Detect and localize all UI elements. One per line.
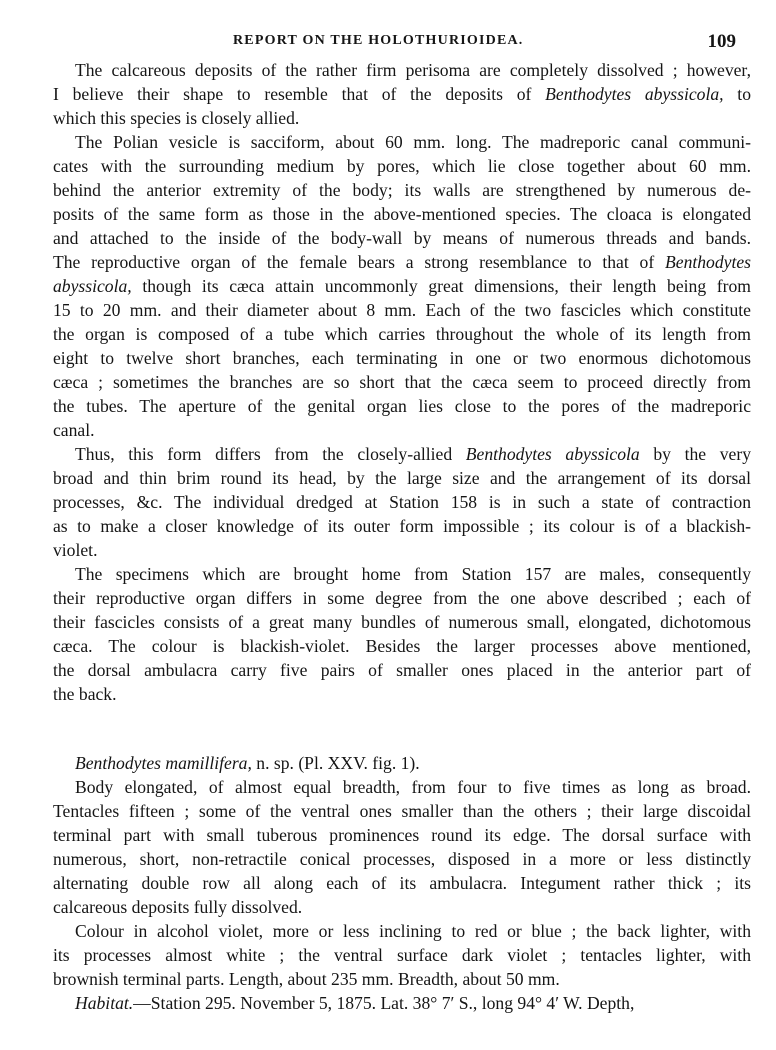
text-line	[53, 799, 751, 823]
text: cates with the surrounding medium by pores, which lie close together about 60 mm.	[53, 156, 751, 176]
text: cæca ; sometimes the branches are so short that the cæca seem to proceed directly from	[53, 372, 751, 392]
paragraph	[53, 562, 751, 706]
text-line	[53, 346, 751, 370]
paragraph	[53, 775, 751, 919]
text: 15 to 20 mm. and their diameter about 8 mm. Each of the two fascicles which constitute	[53, 300, 751, 320]
italic-text: Benthodytes	[665, 252, 751, 272]
running-head	[0, 31, 776, 53]
text: their reproductive organ differs in some degree from the one above described ; each of	[53, 588, 751, 608]
text: the organ is composed of a tube which carries throughout the whole of its length from	[53, 324, 751, 344]
text-line	[53, 394, 751, 418]
text: the back.	[53, 684, 117, 704]
text: which this species is closely allied.	[53, 108, 300, 128]
text: terminal part with small tuberous prominences round its edge. The dorsal surface with	[53, 825, 751, 845]
text-line	[53, 154, 751, 178]
text-line	[53, 871, 751, 895]
text: The calcareous deposits of the rather firm perisoma are completely dissolved ; however,	[75, 60, 751, 80]
text-line	[53, 634, 751, 658]
paragraph	[53, 751, 751, 775]
text-line	[53, 562, 751, 586]
text: the dorsal ambulacra carry five pairs of smaller ones placed in the anterior part of	[53, 660, 751, 680]
text-line	[53, 322, 751, 346]
italic-text: Benthodytes abyssicola,	[545, 84, 724, 104]
text-line	[53, 847, 751, 871]
text-line	[53, 682, 751, 706]
text-line	[53, 202, 751, 226]
page-number: 109	[707, 31, 736, 52]
text-line	[53, 226, 751, 250]
text: The specimens which are brought home from Station 157 are males, consequently	[75, 564, 751, 584]
text: alternating double row all along each of its ambulacra. Integument rather thick ; its	[53, 873, 751, 893]
text: though its cæca attain uncommonly great dimensions, their length being from	[131, 276, 751, 296]
text-line	[53, 58, 751, 82]
text: violet.	[53, 540, 98, 560]
text-line	[53, 490, 751, 514]
text-line	[53, 178, 751, 202]
section-gap	[53, 706, 751, 751]
text: I believe their shape to resemble that of the deposits of	[53, 84, 546, 104]
text: cæca. The colour is blackish-violet. Besides the larger processes above mentioned,	[53, 636, 751, 656]
text: and attached to the inside of the body-wall by means of numerous threads and bands.	[53, 228, 751, 248]
text-line	[53, 106, 751, 130]
text: calcareous deposits fully dissolved.	[53, 897, 303, 917]
text-line	[53, 82, 751, 106]
italic-text: Habitat.	[75, 993, 134, 1013]
text-line	[53, 967, 751, 991]
italic-text: abyssicola,	[53, 276, 132, 296]
text: numerous, short, non-retractile conical processes, disposed in a more or less distinctly	[53, 849, 751, 869]
paragraph	[53, 442, 751, 562]
text-line	[53, 943, 751, 967]
text-line	[53, 823, 751, 847]
text-line	[53, 274, 751, 298]
text-line	[53, 610, 751, 634]
text-line	[53, 418, 751, 442]
italic-text: Benthodytes mamillifera,	[75, 753, 252, 773]
text: Body elongated, of almost equal breadth, from four to five times as long as broad.	[75, 777, 751, 797]
text-line	[53, 130, 751, 154]
text: by the very	[639, 444, 751, 464]
text-line	[53, 658, 751, 682]
text: the tubes. The aperture of the genital organ lies close to the pores of the madreporic	[53, 396, 751, 416]
text-line	[53, 895, 751, 919]
text: as to make a closer knowledge of its outer form impossible ; its colour is of a blackish-	[53, 516, 751, 536]
italic-text: Benthodytes abyssicola	[465, 444, 640, 464]
text: processes, &c. The individual dredged at Station 158 is in such a state of contraction	[53, 492, 751, 512]
text-line	[53, 466, 751, 490]
text: brownish terminal parts. Length, about 235 mm. Breadth, about 50 mm.	[53, 969, 560, 989]
text: broad and thin brim round its head, by the large size and the arrangement of its dorsal	[53, 468, 751, 488]
text-line	[53, 442, 751, 466]
text-line	[53, 538, 751, 562]
paragraph	[53, 130, 751, 442]
text: —Station 295. November 5, 1875. Lat. 38° 7′ S., long 94° 4′ W. Depth,	[133, 993, 635, 1013]
text-line	[53, 919, 751, 943]
text-line	[53, 775, 751, 799]
page-body	[53, 58, 751, 1015]
paragraph	[53, 58, 751, 130]
text: its processes almost white ; the ventral surface dark violet ; tentacles lighter, with	[53, 945, 751, 965]
text-line	[53, 751, 751, 775]
text: their fascicles consists of a great many bundles of numerous small, elongated, dichotomous	[53, 612, 751, 632]
paragraph	[53, 991, 751, 1015]
text: Thus, this form differs from the closely-allied	[75, 444, 466, 464]
text: eight to twelve short branches, each terminating in one or two enormous dichotomous	[53, 348, 751, 368]
text-line	[53, 586, 751, 610]
paragraph	[53, 919, 751, 991]
text: canal.	[53, 420, 95, 440]
text-line	[53, 991, 751, 1015]
text-line	[53, 298, 751, 322]
text: Colour in alcohol violet, more or less inclining to red or blue ; the back lighter, with	[75, 921, 751, 941]
text: Tentacles fifteen ; some of the ventral ones smaller than the others ; their large discoidal	[53, 801, 751, 821]
text: behind the anterior extremity of the body; its walls are strengthened by numerous de-	[53, 180, 751, 200]
text: n. sp. (Pl. XXV. fig. 1).	[251, 753, 420, 773]
text: The reproductive organ of the female bears a strong resemblance to that of	[53, 252, 666, 272]
text-line	[53, 250, 751, 274]
text-line	[53, 370, 751, 394]
text: posits of the same form as those in the above-mentioned species. The cloaca is elongated	[53, 204, 751, 224]
running-title: REPORT ON THE HOLOTHURIOIDEA.	[233, 33, 524, 48]
text: to	[723, 84, 751, 104]
text: The Polian vesicle is sacciform, about 60 mm. long. The madreporic canal communi-	[75, 132, 751, 152]
text-line	[53, 514, 751, 538]
